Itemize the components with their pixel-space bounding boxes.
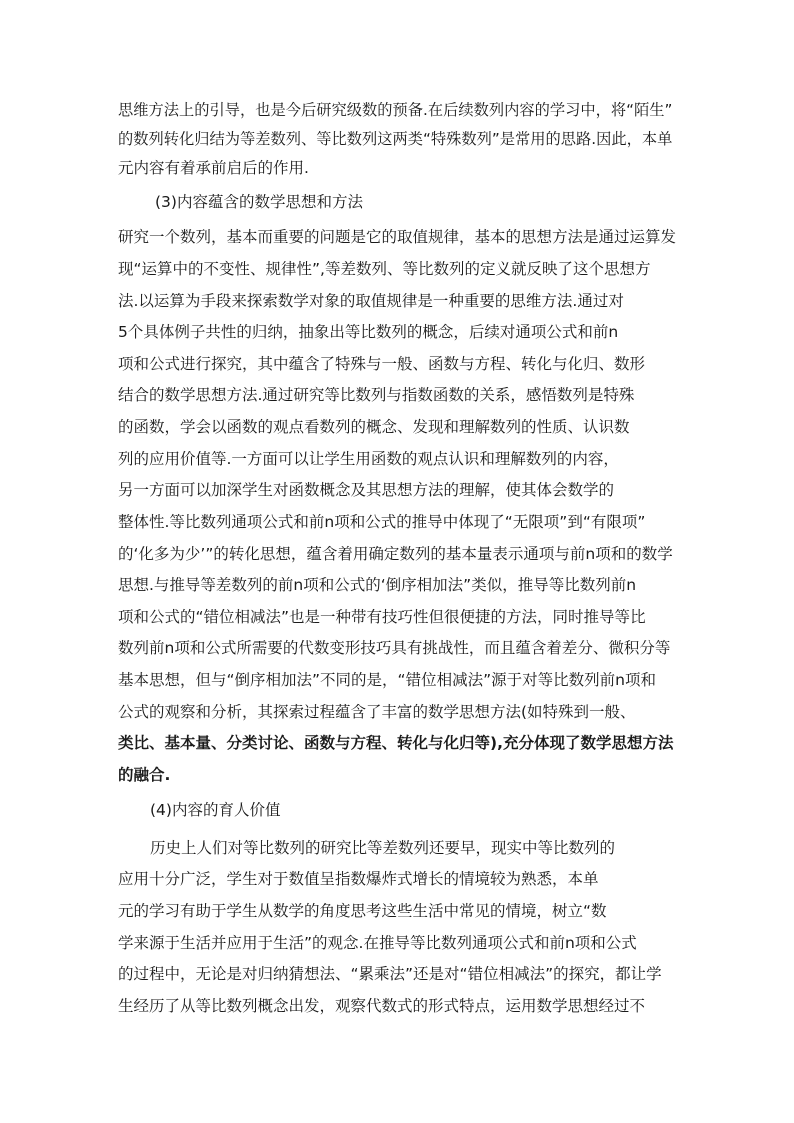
text-line: 思想.与推导等差数列的前n项和公式的‘倒序相加法”类似，推导等比数列前n	[118, 576, 637, 594]
section-heading-3: (3)内容蕴含的数学思想和方法	[155, 193, 363, 211]
text-line: 应用十分广泛，学生对于数值呈指数爆炸式增长的情境较为熟悉，本单	[118, 870, 599, 888]
text-line: 思维方法上的引导，也是今后研究级数的预备.在后续数列内容的学习中，将“陌生”	[118, 101, 673, 119]
text-line: 整体性.等比数列通项公式和前n项和公式的推导中体现了“无限项”到“有限项”	[118, 513, 646, 531]
text-line: 列的应用价值等.一方面可以让学生用函数的观点认识和理解数列的内容，	[118, 450, 619, 468]
text-line: 现“运算中的不变性、规律性”,等差数列、等比数列的定义就反映了这个思想方	[118, 260, 651, 278]
text-line: 元内容有着承前启后的作用.	[118, 159, 309, 177]
text-line: 学来源于生活并应用于生活”的观念.在推导等比数列通项公式和前n项和公式	[118, 934, 637, 952]
text-line: 项和公式进行探究，其中蕴含了特殊与一般、函数与方程、转化与化归、数形	[118, 355, 646, 373]
text-line: 历史上人们对等比数列的研究比等差数列还要早，现实中等比数列的	[150, 839, 616, 857]
text-line: 公式的观察和分析，其探索过程蕴含了丰富的数学思想方法(如特殊到一般、	[118, 703, 636, 721]
text-line: 的‘化多为少’”的转化思想，蕴含着用确定数列的基本量表示通项与前n项和的数学	[118, 545, 673, 563]
text-line: 结合的数学思想方法.通过研究等比数列与指数函数的关系，感悟数列是特殊	[118, 386, 635, 404]
text-line: 的数列转化归结为等差数列、等比数列这两类“特殊数列”是常用的思路.因此，本单	[118, 130, 673, 148]
text-line: 的函数，学会以函数的观点看数列的概念、发现和理解数列的性质、认识数	[118, 418, 630, 436]
text-line: 数列前n项和公式所需要的代数变形技巧具有挑战性，而且蕴含着差分、微积分等	[118, 639, 671, 657]
text-line: 项和公式的“错位相减法”也是一种带有技巧性但很便捷的方法，同时推导等比	[118, 608, 646, 626]
text-line: 元的学习有助于学生从数学的角度思考这些生活中常见的情境，树立“数	[118, 902, 607, 920]
text-line: 5个具体例子共性的归纳，抽象出等比数列的概念，后续对通项公式和前n	[118, 323, 619, 341]
text-line: 生经历了从等比数列概念出发，观察代数式的形式特点，运用数学思想经过不	[118, 997, 646, 1015]
bold-text-line: 的融合.	[118, 766, 171, 784]
section-heading-4: (4)内容的育人价值	[150, 801, 281, 819]
text-line: 研究一个数列，基本而重要的问题是它的取值规律，基本的思想方法是通过运算发	[118, 228, 677, 246]
text-line: 另一方面可以加深学生对函数概念及其思想方法的理解，使其体会数学的	[118, 481, 615, 499]
text-line: 的过程中，无论是对归纳猜想法、“累乘法”还是对“错位相减法”的探究，都让学	[118, 965, 662, 983]
text-line: 基本思想，但与“倒序相加法”不同的是，“错位相减法”源于对等比数列前n项和	[118, 671, 656, 689]
text-line: 法.以运算为手段来探索数学对象的取值规律是一种重要的思维方法.通过对	[118, 292, 624, 310]
bold-text-line: 类比、基本量、分类讨论、函数与方程、转化与化归等),充分体现了数学思想方法	[118, 734, 674, 752]
